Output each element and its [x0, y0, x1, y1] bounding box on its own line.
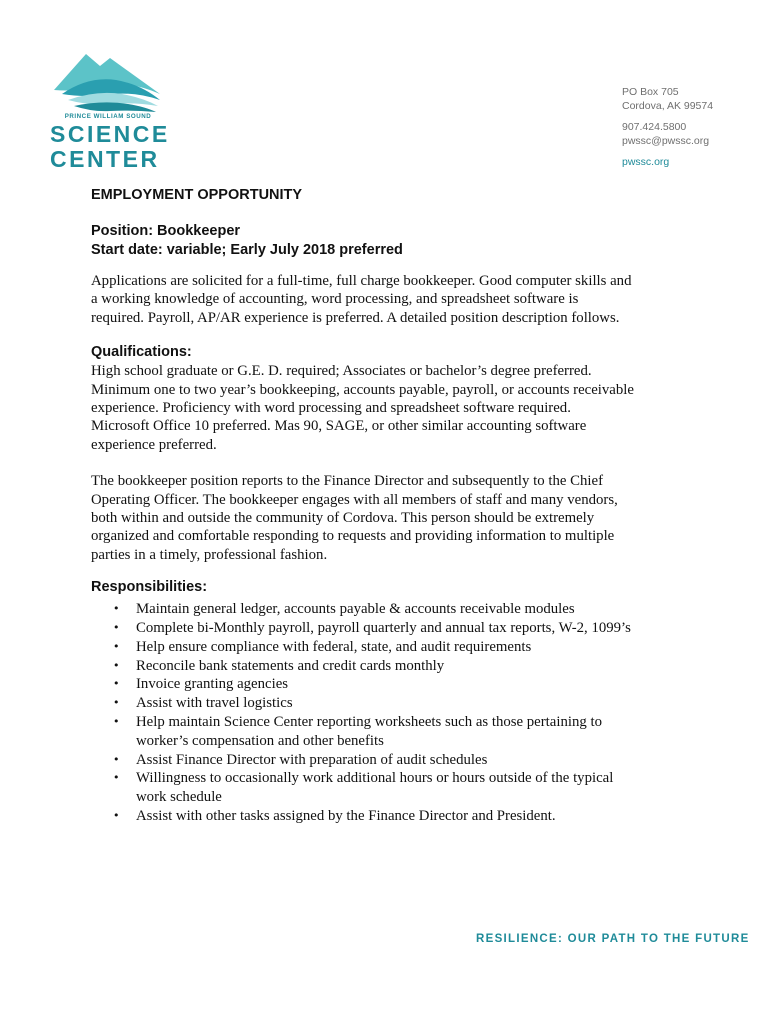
- qualifications-line: experience preferred.: [91, 436, 217, 453]
- responsibilities-list: [91, 600, 691, 826]
- list-item: [91, 713, 691, 751]
- organization-logo: [48, 50, 168, 172]
- bullet-icon: •: [113, 715, 120, 729]
- list-item-text: Help maintain Science Center reporting worksheets such as those pertaining to: [136, 714, 602, 731]
- list-item: [91, 694, 691, 713]
- list-item: [91, 619, 691, 638]
- logo-word-science: SCIENCE: [50, 121, 170, 147]
- bullet-icon: •: [113, 658, 120, 672]
- list-item-text: Assist with other tasks assigned by the Finance Director and President.: [136, 808, 556, 825]
- list-item-text: Assist with travel logistics: [136, 695, 293, 712]
- document-body: [91, 186, 691, 826]
- start-date: Start date: variable; Early July 2018 preferred: [91, 242, 403, 258]
- list-item-text: Assist Finance Director with preparation of audit schedules: [136, 751, 488, 768]
- list-item-text: Willingness to occasionally work additional hours or hours outside of the typical: [136, 770, 614, 787]
- list-item: [91, 769, 691, 807]
- qualifications-paragraph: [91, 362, 691, 454]
- bullet-icon: •: [113, 621, 120, 635]
- reporting-line: parties in a timely, professional fashion.: [91, 546, 328, 563]
- list-item: [91, 638, 691, 657]
- bullet-icon: •: [113, 696, 120, 710]
- footer-slogan: RESILIENCE: OUR PATH TO THE FUTURE: [476, 933, 750, 945]
- list-item-text: work schedule: [136, 789, 222, 806]
- list-item: [91, 600, 691, 619]
- list-item-text: Invoice granting agencies: [136, 676, 289, 693]
- mountain-wave-icon: [48, 50, 168, 120]
- qualifications-line: experience. Proficiency with word processing and spreadsheet software required.: [91, 400, 571, 417]
- bullet-icon: •: [113, 752, 120, 766]
- website-link[interactable]: pwssc.org: [622, 156, 670, 168]
- reporting-paragraph: [91, 472, 691, 564]
- qualifications-line: Microsoft Office 10 preferred. Mas 90, SAGE, or other similar accounting software: [91, 418, 587, 435]
- bullet-icon: •: [113, 602, 120, 616]
- intro-line: a working knowledge of accounting, word processing, and spreadsheet software is: [91, 291, 579, 308]
- bullet-icon: •: [113, 639, 120, 653]
- list-item: [91, 657, 691, 676]
- list-item-text: Help ensure compliance with federal, state, and audit requirements: [136, 638, 532, 655]
- logo-tagline: PRINCE WILLIAM SOUND: [64, 113, 152, 120]
- reporting-line: The bookkeeper position reports to the Finance Director and subsequently to the Chief: [91, 473, 604, 490]
- position-title: Position: Bookkeeper: [91, 223, 241, 239]
- reporting-line: both within and outside the community of Cordova. This person should be extremely: [91, 510, 595, 527]
- phone-number: 907.424.5800: [622, 121, 687, 133]
- page-title: EMPLOYMENT OPPORTUNITY: [91, 187, 303, 203]
- list-item: [91, 751, 691, 770]
- email-link[interactable]: pwssc@pwssc.org: [622, 134, 710, 147]
- intro-paragraph: [91, 272, 691, 327]
- intro-line: required. Payroll, AP/AR experience is preferred. A detailed position description follows.: [91, 309, 620, 326]
- responsibilities-heading: Responsibilities:: [91, 579, 208, 596]
- list-item-text: worker’s compensation and other benefits: [136, 732, 384, 749]
- list-item-text: Complete bi-Monthly payroll, payroll quarterly and annual tax reports, W-2, 1099’s: [136, 620, 631, 637]
- list-item-text: Reconcile bank statements and credit cards monthly: [136, 657, 445, 674]
- bullet-icon: •: [113, 677, 120, 691]
- list-item-text: Maintain general ledger, accounts payable & accounts receivable modules: [136, 601, 575, 618]
- contact-block: [622, 86, 713, 170]
- intro-line: Applications are solicited for a full-time, full charge bookkeeper. Good computer skills and: [91, 273, 632, 289]
- reporting-line: organized and comfortable responding to requests and providing information to multiple: [91, 528, 615, 545]
- po-box: PO Box 705: [622, 86, 679, 98]
- list-item: [91, 675, 691, 694]
- qualifications-line: Minimum one to two year’s bookkeeping, accounts payable, payroll, or accounts receivable: [91, 381, 634, 398]
- city-address: Cordova, AK 99574: [622, 99, 714, 112]
- reporting-line: Operating Officer. The bookkeeper engages with all members of staff and many vendors,: [91, 491, 618, 508]
- bullet-icon: •: [113, 809, 120, 823]
- qualifications-line: High school graduate or G.E. D. required; Associates or bachelor’s degree preferred.: [91, 363, 592, 380]
- bullet-icon: •: [113, 771, 120, 785]
- list-item: [91, 807, 691, 826]
- qualifications-heading: Qualifications:: [91, 344, 192, 361]
- logo-word-center: CENTER: [50, 146, 160, 172]
